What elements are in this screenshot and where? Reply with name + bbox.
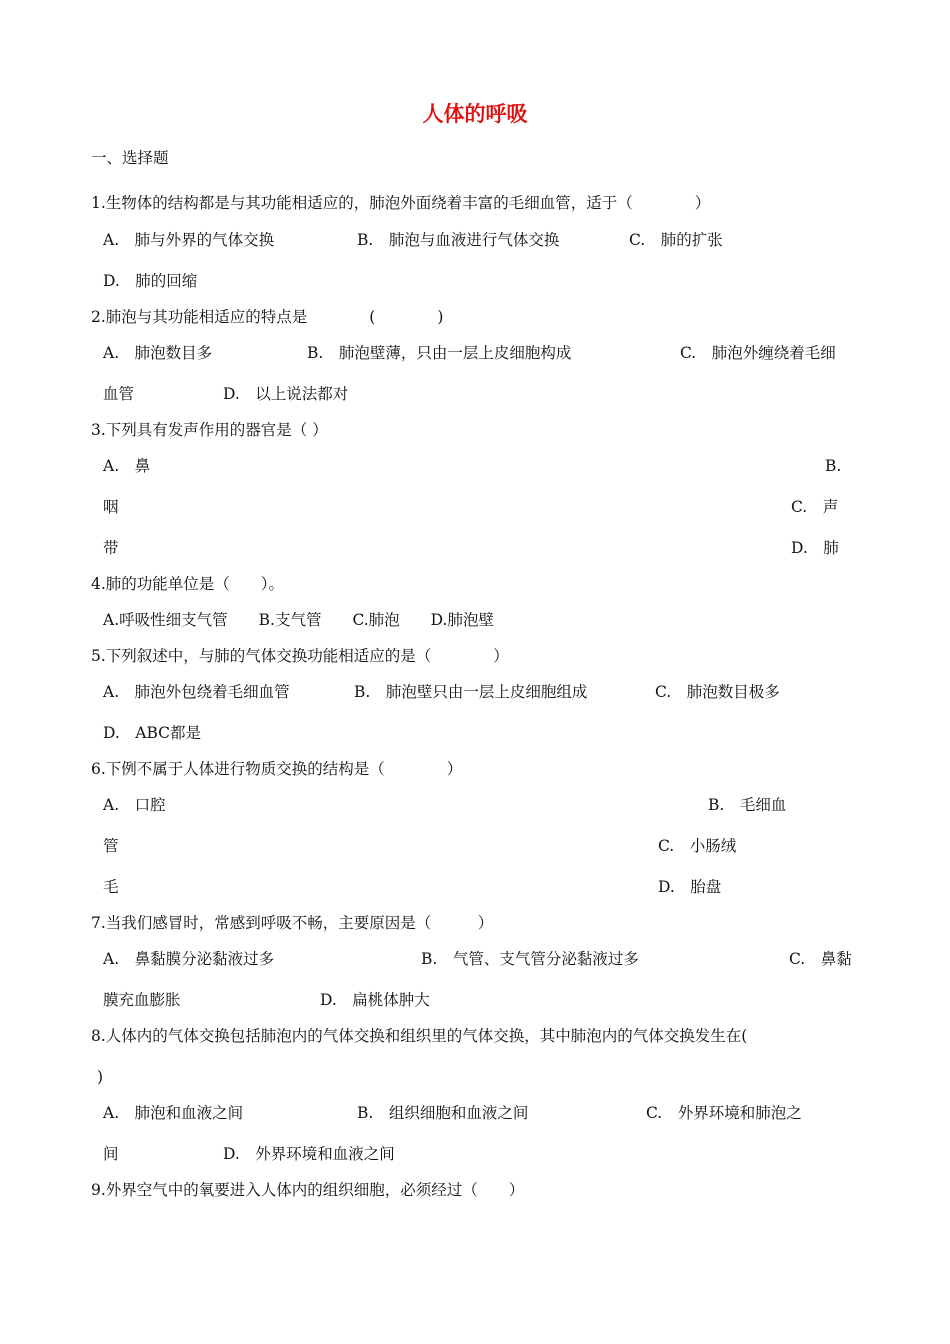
question-2-option-a: A. 肺泡数目多 xyxy=(103,344,213,362)
question-8-option-d: D. 外界环境和血液之间 xyxy=(223,1145,395,1163)
question-6-option-a: A. 口腔 xyxy=(103,796,166,814)
question-8-option-b: B. 组织细胞和血液之间 xyxy=(357,1104,529,1122)
question-8-stem-cont: ) xyxy=(97,1068,104,1086)
question-7-option-a: A. 鼻黏膜分泌黏液过多 xyxy=(103,950,275,968)
question-5-option-b: B. 肺泡壁只由一层上皮细胞组成 xyxy=(354,683,588,701)
question-6-option-d: D. 胎盘 xyxy=(658,878,722,896)
question-1-option-a: A. 肺与外界的气体交换 xyxy=(103,231,275,249)
question-7-stem: 7.当我们感冒时，常感到呼吸不畅，主要原因是（ ） xyxy=(91,914,494,932)
question-2-option-b: B. 肺泡壁薄，只由一层上皮细胞构成 xyxy=(307,344,572,362)
question-3-option-a: A. 鼻 xyxy=(103,457,151,475)
question-3-option-d: D. 肺 xyxy=(791,539,839,557)
question-5-option-a: A. 肺泡外包绕着毛细血管 xyxy=(103,683,290,701)
question-7-option-c: C. 鼻黏 xyxy=(789,950,852,968)
question-2-option-c-cont: 血管 xyxy=(103,385,135,403)
section-heading: 一、选择题 xyxy=(91,149,169,167)
question-4-stem: 4.肺的功能单位是（ ）。 xyxy=(91,575,285,593)
question-3-stem: 3.下列具有发声作用的器官是（ ） xyxy=(91,421,328,439)
question-7-option-b: B. 气管、支气管分泌黏液过多 xyxy=(421,950,639,968)
question-3-option-b: B. xyxy=(825,457,842,475)
question-4-options: A.呼吸性细支气管 B.支气管 C.肺泡 D.肺泡壁 xyxy=(103,611,494,629)
question-6-option-b-cont: 管 xyxy=(103,837,119,855)
question-7-option-d: D. 扁桃体肿大 xyxy=(320,991,430,1009)
question-8-stem: 8.人体内的气体交换包括肺泡内的气体交换和组织里的气体交换，其中肺泡内的气体交换发生在( xyxy=(91,1027,748,1045)
question-5-option-d: D. ABC都是 xyxy=(103,724,202,742)
question-7-option-c-cont: 膜充血膨胀 xyxy=(103,991,181,1009)
question-2-option-d: D. 以上说法都对 xyxy=(223,385,349,403)
question-6-stem: 6.下例不属于人体进行物质交换的结构是（ ） xyxy=(91,760,463,778)
question-6-option-b: B. 毛细血 xyxy=(708,796,787,814)
question-8-option-a: A. 肺泡和血液之间 xyxy=(103,1104,244,1122)
question-1-option-d: D. 肺的回缩 xyxy=(103,272,198,290)
question-5-stem: 5.下列叙述中，与肺的气体交换功能相适应的是（ ） xyxy=(91,647,509,665)
question-6-option-c: C. 小肠绒 xyxy=(658,837,737,855)
question-8-option-c: C. 外界环境和肺泡之 xyxy=(646,1104,802,1122)
question-9-stem: 9.外界空气中的氧要进入人体内的组织细胞，必须经过（ ） xyxy=(91,1181,525,1199)
question-3-option-c-cont: 带 xyxy=(103,539,119,557)
question-5-option-c: C. 肺泡数目极多 xyxy=(655,683,780,701)
page-title: 人体的呼吸 xyxy=(422,102,528,126)
question-1-option-c: C. 肺的扩张 xyxy=(629,231,723,249)
question-6-option-c-cont: 毛 xyxy=(103,878,119,896)
question-2-option-c: C. 肺泡外缠绕着毛细 xyxy=(680,344,836,362)
question-8-option-c-cont: 间 xyxy=(103,1145,119,1163)
question-1-stem: 1.生物体的结构都是与其功能相适应的，肺泡外面绕着丰富的毛细血管，适于（ ） xyxy=(91,194,711,212)
question-2-stem: 2.肺泡与其功能相适应的特点是 ( ) xyxy=(91,308,444,326)
question-1-option-b: B. 肺泡与血液进行气体交换 xyxy=(357,231,560,249)
question-3-option-b-cont: 咽 xyxy=(103,498,119,516)
question-3-option-c: C. 声 xyxy=(791,498,839,516)
